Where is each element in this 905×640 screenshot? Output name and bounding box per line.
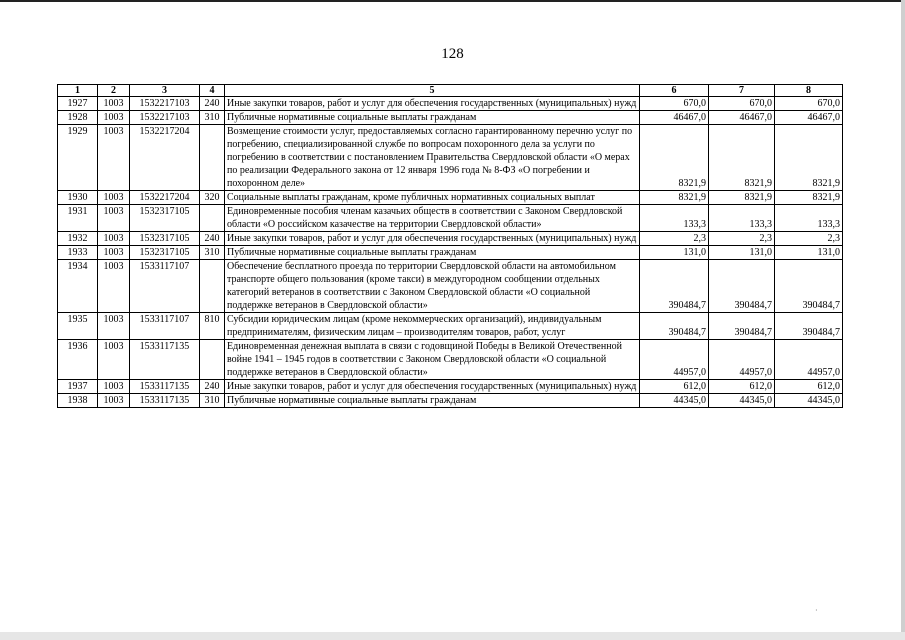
description-cell: Субсидии юридическим лицам (кроме некоммерческих организаций), индивидуальным предпринимателям, физическим лицам – производителям товаров, работ, услуг [225,313,640,340]
table-row [58,125,843,191]
amount-col7-cell: 8321,9 [709,191,775,205]
expense-type-cell [200,125,225,191]
table-row [58,232,843,246]
row-number-cell: 1927 [58,97,98,111]
target-article-cell: 1533117135 [130,340,200,380]
amount-col8-cell: 46467,0 [775,111,843,125]
expense-type-cell [200,340,225,380]
row-number-cell: 1928 [58,111,98,125]
expense-type-cell: 310 [200,111,225,125]
amount-col6-cell: 612,0 [640,380,709,394]
target-article-cell: 1532317105 [130,205,200,232]
amount-col7-cell: 46467,0 [709,111,775,125]
table-row [58,313,843,340]
target-article-cell: 1532317105 [130,246,200,260]
description-cell: Публичные нормативные социальные выплаты гражданам [225,394,640,408]
section-code-cell: 1003 [98,260,130,313]
description-cell: Иные закупки товаров, работ и услуг для обеспечения государственных (муниципальных) нужд [225,97,640,111]
section-code-cell: 1003 [98,394,130,408]
scan-speck: · [815,606,818,615]
expense-type-cell: 240 [200,232,225,246]
row-number-cell: 1938 [58,394,98,408]
row-number-cell: 1933 [58,246,98,260]
section-code-cell: 1003 [98,97,130,111]
expense-type-cell: 240 [200,97,225,111]
amount-col7-cell: 670,0 [709,97,775,111]
amount-col6-cell: 133,3 [640,205,709,232]
description-cell: Обеспечение бесплатного проезда по территории Свердловской области на автомобильном транспорте общего пользования (кроме такси) в междугородном сообщении отдельных категорий ветеранов в соответствии с Законом Свердловской области «О социальной поддержке ветеранов в Свердловской области» [225,260,640,313]
col-header-2: 2 [98,85,130,97]
col-header-8: 8 [775,85,843,97]
table-row [58,380,843,394]
amount-col6-cell: 44957,0 [640,340,709,380]
section-code-cell: 1003 [98,340,130,380]
target-article-cell: 1532317105 [130,232,200,246]
amount-col7-cell: 44957,0 [709,340,775,380]
amount-col7-cell: 44345,0 [709,394,775,408]
row-number-cell: 1936 [58,340,98,380]
section-code-cell: 1003 [98,205,130,232]
table-row [58,205,843,232]
amount-col8-cell: 8321,9 [775,125,843,191]
table-row [58,111,843,125]
expense-type-cell: 240 [200,380,225,394]
section-code-cell: 1003 [98,111,130,125]
column-number-row [58,85,843,97]
section-code-cell: 1003 [98,380,130,394]
amount-col6-cell: 44345,0 [640,394,709,408]
section-code-cell: 1003 [98,313,130,340]
table-row [58,246,843,260]
row-number-cell: 1931 [58,205,98,232]
description-cell: Единовременные пособия членам казачьих обществ в соответствии с Законом Свердловской области «О российском казачестве на территории Свердловской области» [225,205,640,232]
amount-col6-cell: 390484,7 [640,313,709,340]
amount-col6-cell: 8321,9 [640,191,709,205]
amount-col7-cell: 131,0 [709,246,775,260]
amount-col8-cell: 131,0 [775,246,843,260]
col-header-1: 1 [58,85,98,97]
table-row [58,97,843,111]
row-number-cell: 1937 [58,380,98,394]
col-header-3: 3 [130,85,200,97]
amount-col7-cell: 390484,7 [709,313,775,340]
description-cell: Иные закупки товаров, работ и услуг для обеспечения государственных (муниципальных) нужд [225,380,640,394]
section-code-cell: 1003 [98,191,130,205]
col-header-6: 6 [640,85,709,97]
target-article-cell: 1532217103 [130,97,200,111]
row-number-cell: 1935 [58,313,98,340]
budget-table [57,84,843,408]
page-number: 128 [441,46,464,62]
row-number-cell: 1929 [58,125,98,191]
row-number-cell: 1934 [58,260,98,313]
description-cell: Единовременная денежная выплата в связи с годовщиной Победы в Великой Отечественной войне 1941 – 1945 годов в соответствии с Законом Свердловской области «О социальной поддержке ветеранов в Свердловской области» [225,340,640,380]
expense-type-cell: 320 [200,191,225,205]
target-article-cell: 1532217204 [130,125,200,191]
table-row [58,340,843,380]
amount-col8-cell: 44957,0 [775,340,843,380]
table-row [58,260,843,313]
amount-col8-cell: 670,0 [775,97,843,111]
table-row [58,191,843,205]
col-header-5: 5 [225,85,640,97]
amount-col8-cell: 612,0 [775,380,843,394]
amount-col8-cell: 390484,7 [775,260,843,313]
amount-col8-cell: 390484,7 [775,313,843,340]
amount-col8-cell: 44345,0 [775,394,843,408]
section-code-cell: 1003 [98,232,130,246]
amount-col6-cell: 8321,9 [640,125,709,191]
expense-type-cell: 810 [200,313,225,340]
description-cell: Публичные нормативные социальные выплаты гражданам [225,111,640,125]
amount-col6-cell: 131,0 [640,246,709,260]
expense-type-cell [200,205,225,232]
amount-col6-cell: 670,0 [640,97,709,111]
target-article-cell: 1533117135 [130,380,200,394]
row-number-cell: 1932 [58,232,98,246]
target-article-cell: 1533117135 [130,394,200,408]
section-code-cell: 1003 [98,246,130,260]
amount-col8-cell: 8321,9 [775,191,843,205]
row-number-cell: 1930 [58,191,98,205]
amount-col6-cell: 46467,0 [640,111,709,125]
description-cell: Публичные нормативные социальные выплаты гражданам [225,246,640,260]
amount-col7-cell: 8321,9 [709,125,775,191]
expense-type-cell: 310 [200,246,225,260]
amount-col6-cell: 2,3 [640,232,709,246]
col-header-7: 7 [709,85,775,97]
amount-col8-cell: 133,3 [775,205,843,232]
scan-right-shadow [901,0,905,640]
section-code-cell: 1003 [98,125,130,191]
target-article-cell: 1532217103 [130,111,200,125]
amount-col6-cell: 390484,7 [640,260,709,313]
amount-col7-cell: 133,3 [709,205,775,232]
expense-type-cell: 310 [200,394,225,408]
description-cell: Возмещение стоимости услуг, предоставляемых согласно гарантированному перечню услуг по погребению, специализированной службе по вопросам похоронного дела за услуги по погребению в соответствии с постановлением Правительства Свердловской области «О мерах по реализации Федерального закона от 12 января 1996 года № 8-ФЗ «О погребении и похоронном деле» [225,125,640,191]
scan-top-edge [0,0,905,2]
target-article-cell: 1532217204 [130,191,200,205]
scan-bottom-shadow [0,632,905,640]
expense-type-cell [200,260,225,313]
target-article-cell: 1533117107 [130,313,200,340]
table-row [58,394,843,408]
description-cell: Иные закупки товаров, работ и услуг для обеспечения государственных (муниципальных) нужд [225,232,640,246]
amount-col8-cell: 2,3 [775,232,843,246]
col-header-4: 4 [200,85,225,97]
amount-col7-cell: 390484,7 [709,260,775,313]
description-cell: Социальные выплаты гражданам, кроме публичных нормативных социальных выплат [225,191,640,205]
amount-col7-cell: 612,0 [709,380,775,394]
target-article-cell: 1533117107 [130,260,200,313]
amount-col7-cell: 2,3 [709,232,775,246]
